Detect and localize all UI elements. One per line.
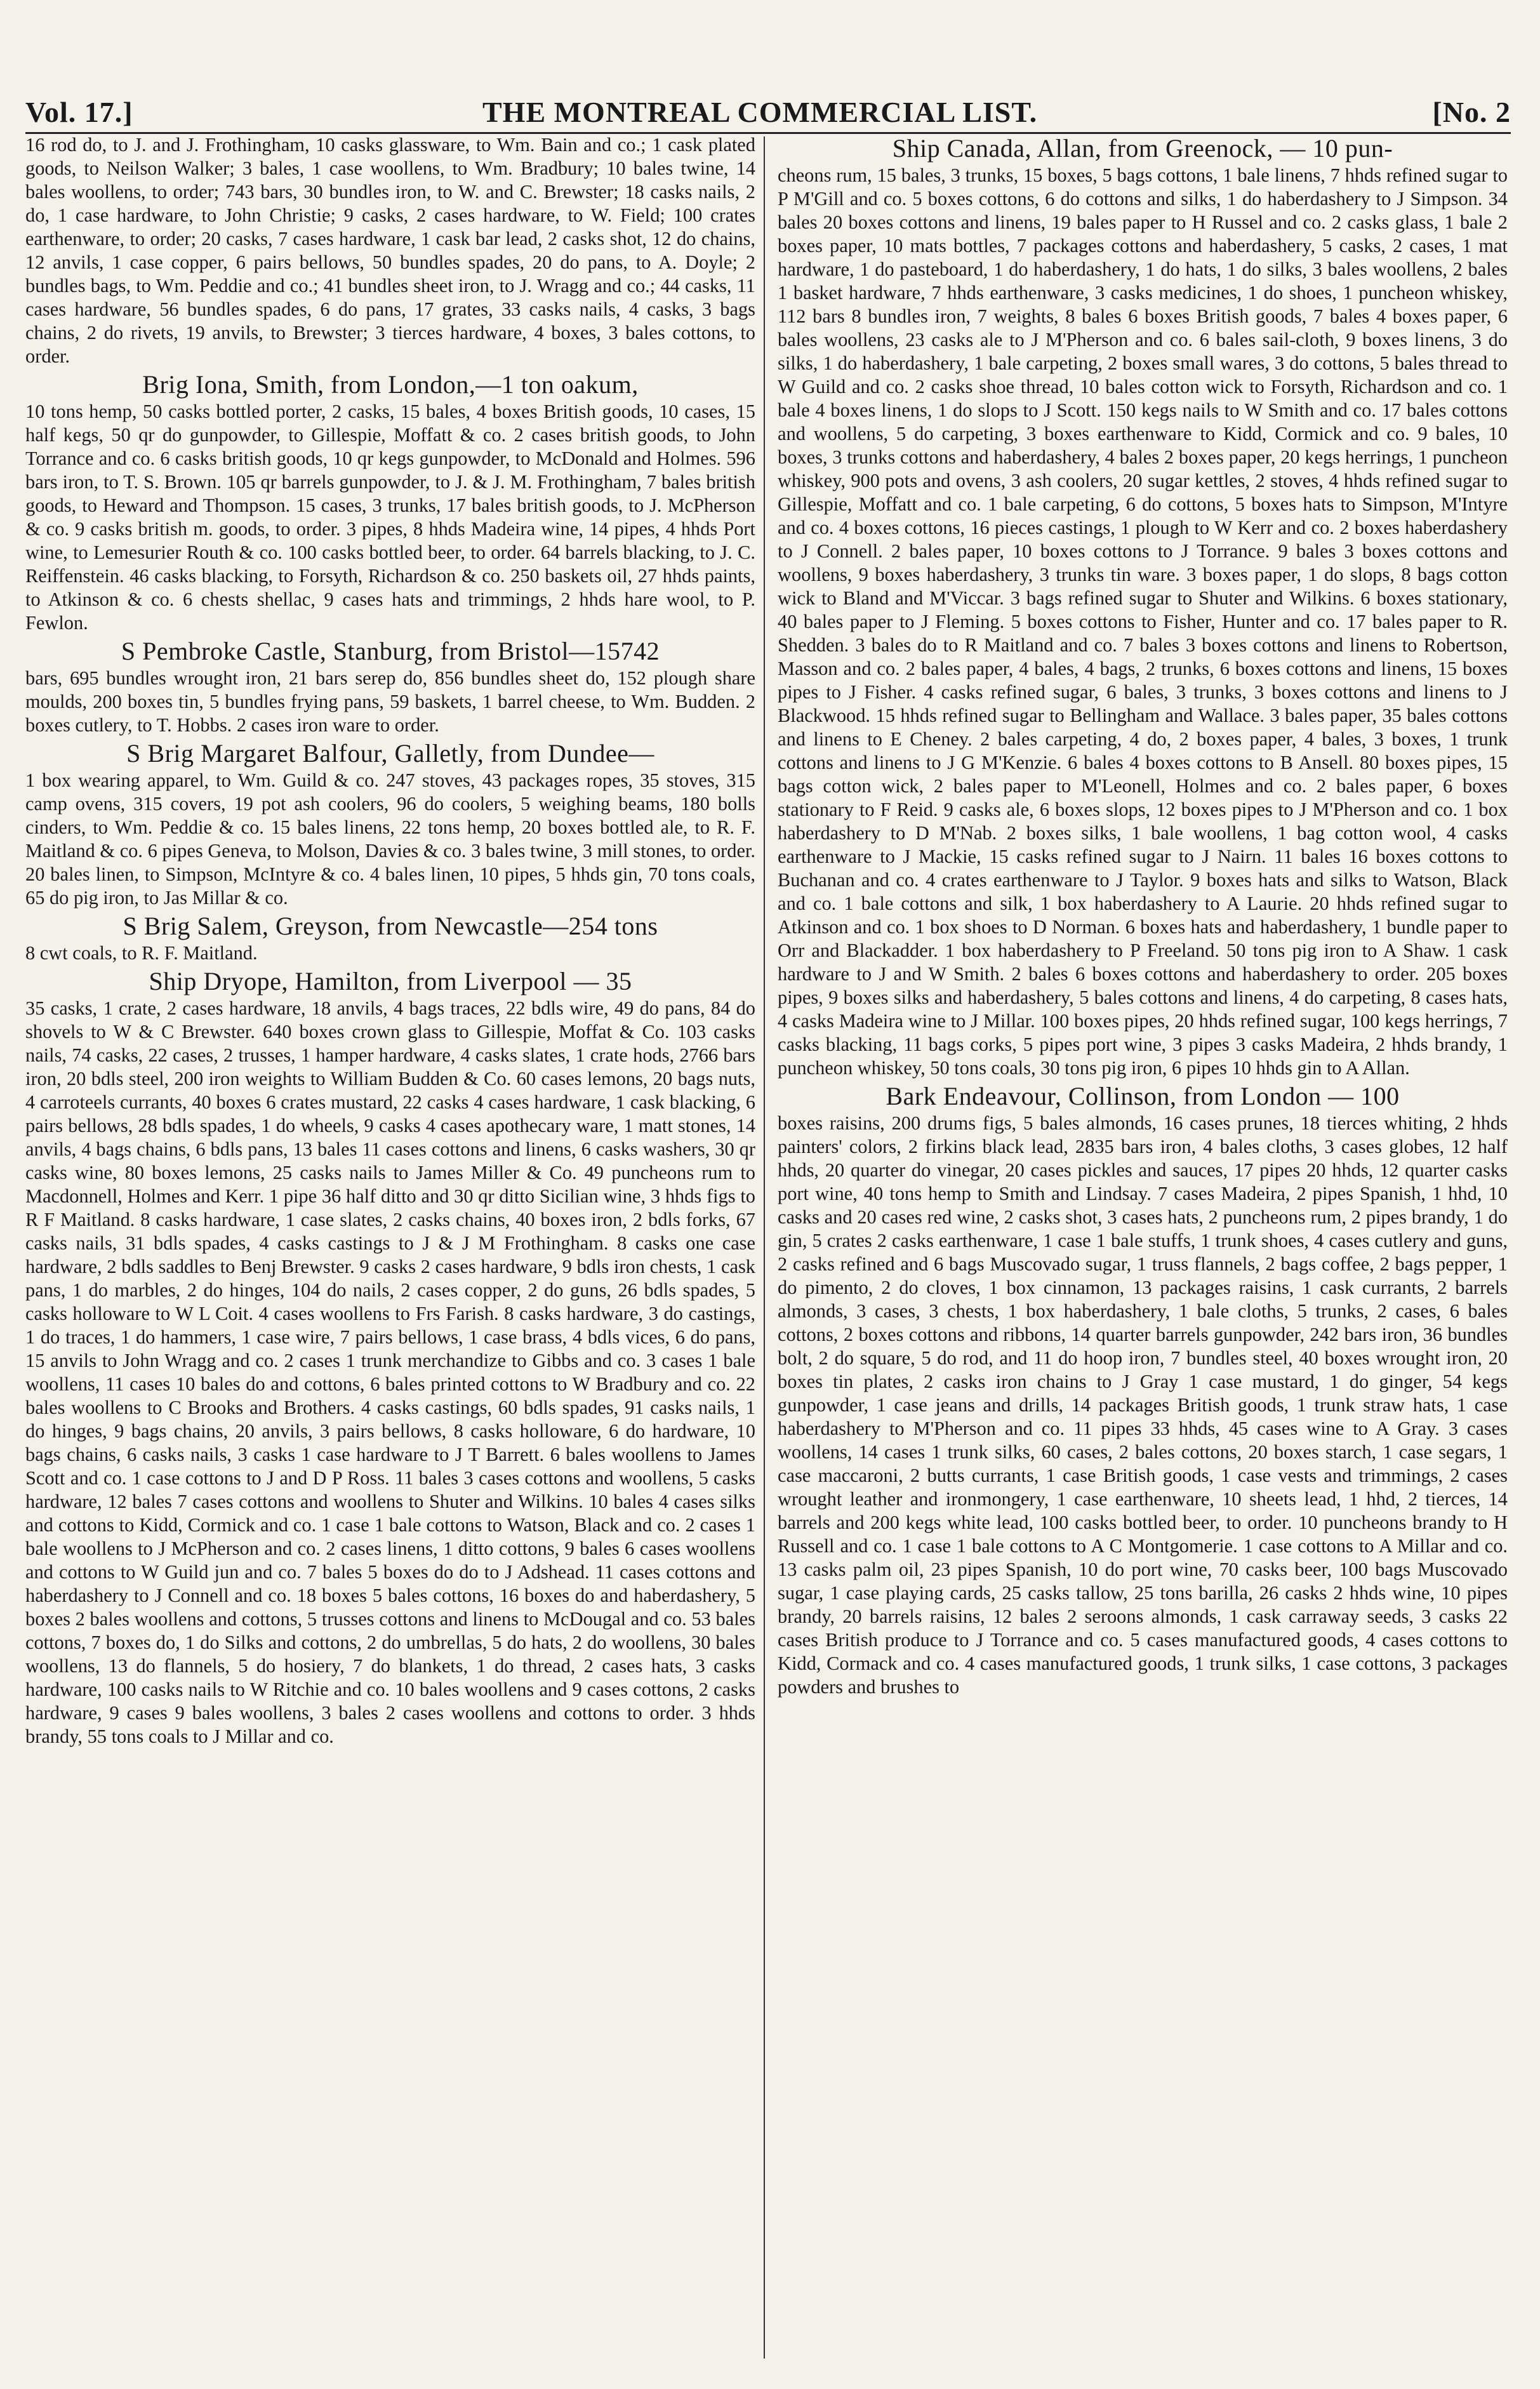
cargo-entry <box>25 738 755 910</box>
column-divider <box>764 136 765 2359</box>
entry-heading: S Pembroke Castle, Stanburg, from Bristol—15742 <box>121 637 660 665</box>
entry-heading: S Brig Salem, Greyson, from Newcastle—254 tons <box>123 912 658 940</box>
entry-body: 10 tons hemp, 50 casks bottled porter, 2 casks, 15 bales, 4 boxes British goods, 10 cases, 15 half kegs, 50 qr do gunpowder, to Gillespie, Moffatt & co. 2 cases british goods, to John Torrance and co. 6 casks british goods, 10 qr kegs gunpowder, to McDonald and Holmes. 596 bars iron, to T. S. Brown. 105 qr barrels gunpowder, to J. & J. M. Frothingham, 7 bales british goods, to Heward and Thompson. 15 cases, 3 trunks, 17 bales british goods, to J. McPherson & co. 9 casks british m. goods, to order. 3 pipes, 8 hhds Madeira wine, 14 pipes, 4 hhds Port wine, to Lemesurier Routh & co. 100 casks bottled beer, to order. 64 barrels blacking, to J. C. Reiffenstein. 46 casks blacking, to Forsyth, Richardson & co. 250 baskets oil, 27 hhds paints, to Atkinson & co. 6 chests shellac, 9 cases hats and trimmings, 2 hhds hare wool, to P. Fewlon. <box>25 401 755 634</box>
cargo-entry <box>25 369 755 635</box>
issue-number: [No. 2 <box>1432 96 1511 128</box>
entry-body: 35 casks, 1 crate, 2 cases hardware, 18 anvils, 4 bags traces, 22 bdls wire, 49 do pans, 84 do shovels to W & C Brewster. 640 boxes crown glass to Gillespie, Moffat & Co. 103 casks nails, 74 casks, 22 cases, 2 trusses, 1 hamper hardware, 4 casks slates, 1 crate hods, 2766 bars iron, 20 bdls steel, 200 iron weights to William Budden & Co. 60 cases lemons, 20 bags nuts, 4 carroteels currants, 40 boxes 6 crates mustard, 22 casks 4 cases hardware, 1 cask blacking, 6 pairs bellows, 28 bdls spades, 1 do wheels, 9 casks 4 cases apothecary ware, 1 matt stones, 14 anvils, 4 bags chains, 6 bdls pans, 13 bales 11 cases cottons and linens, 6 casks washers, 30 qr casks wine, 80 boxes lemons, 25 casks nails to James Miller & Co. 49 puncheons rum to Macdonnell, Holmes and Kerr. 1 pipe 36 half ditto and 30 qr ditto Sicilian wine, 3 hhds figs to R F Maitland. 8 casks hardware, 1 case slates, 2 casks chains, 40 boxes iron, 2 bdls forks, 67 casks nails, 31 bdls spades, 4 casks castings to J & J M Frothingham. 8 casks one case hardware, 2 bdls saddles to Benj Brewster. 9 casks 2 cases hardware, 9 bdls iron chests, 1 cask pans, 1 do marbles, 2 do hinges, 104 do nails, 2 cases copper, 2 do guns, 26 bdls spades, 5 casks holloware to W L Coit. 4 cases woollens to Frs Farish. 8 casks hardware, 3 do castings, 1 do traces, 1 do hammers, 1 case wire, 7 pairs bellows, 1 case brass, 4 bdls vices, 6 do pans, 15 anvils to John Wragg and co. 2 cases 1 trunk merchandize to Gibbs and co. 3 cases 1 bale woollens, 11 cases 10 bales do and cottons, 6 bales printed cottons to W Bradbury and co. 22 bales woollens to C Brooks and Brothers. 4 casks castings, 60 bdls spades, 91 casks nails, 1 do hinges, 9 bags chains, 20 anvils, 3 pairs bellows, 8 casks holloware, 6 do hardware, 10 bags chains, 6 casks nails, 3 casks 1 case hardware to J T Barrett. 6 bales woollens to James Scott and co. 1 case cottons to J and D P Ross. 11 bales 3 cases cottons and woollens, 5 casks hardware, 12 bales 7 cases cottons and woollens to Shuter and Wilkins. 10 bales 4 cases silks and cottons to Kidd, Cormick and co. 1 case 1 bale cottons to Watson, Black and co. 2 cases 1 bale woollens to J McPherson and co. 2 cases linens, 1 ditto cottons, 9 bales 6 cases woollens and cottons to W Guild jun and co. 7 bales 5 boxes do do to J Adshead. 11 cases cottons and haberdashery to J Connell and co. 18 boxes 5 bales cottons, 16 boxes do and haberdashery, 5 boxes 2 bales woollens and cottons, 5 trusses cottons and linens to McDougal and co. 53 bales cottons, 7 boxes do, 1 do Silks and cottons, 2 do umbrellas, 5 do hats, 2 do woollens, 30 bales woollens, 13 do flannels, 5 do hosiery, 7 do blankets, 1 do thread, 2 cases hats, 3 casks hardware, 100 casks nails to W Ritchie and co. 10 bales woollens and 9 cases cottons, 2 casks hardware, 9 cases 9 bales woollens, 3 bales 2 cases woollens and cottons to order. 3 hhds brandy, 55 tons coals to J Millar and co. <box>25 997 755 1747</box>
cargo-entry <box>25 133 755 368</box>
entry-heading: Ship Dryope, Hamilton, from Liverpool — 35 <box>149 967 632 995</box>
publication-title: THE MONTREAL COMMERCIAL LIST. <box>482 96 1038 128</box>
cargo-entry <box>778 133 1508 1080</box>
cargo-entry <box>25 911 755 965</box>
entry-body: cheons rum, 15 bales, 3 trunks, 15 boxes, 5 bags cottons, 1 bale linens, 7 hhds refined sugar to P M'Gill and co. 5 boxes cottons, 6 do cottons and silks, 1 do haberdashery to J Simpson. 34 bales 20 boxes cottons and linens, 19 bales paper to H Russel and co. 2 casks glass, 1 bale 2 boxes paper, 10 mats bottles, 7 packages cottons and haberdashery, 5 casks, 2 cases, 1 mat hardware, 1 do pasteboard, 1 do haberdashery, 1 do hats, 1 do silks, 3 bales woollens, 2 bales 1 basket hardware, 7 hhds earthenware, 3 casks medicines, 1 do shoes, 1 puncheon whiskey, 112 bars 8 bundles iron, 7 weights, 8 bales 6 boxes British goods, 7 bales 4 boxes paper, 6 bales woollens, 23 casks ale to J M'Pherson and co. 6 bales sail-cloth, 9 boxes linens, 3 do silks, 1 do haberdashery, 1 bale carpeting, 2 boxes small wares, 3 do cottons, 5 bales thread to W Guild and co. 2 casks shoe thread, 10 bales cotton wick to Forsyth, Richardson and co. 1 bale 4 boxes linens, 1 do slops to J Scott. 150 kegs nails to W Smith and co. 17 bales cottons and woollens, 5 do carpeting, 3 boxes earthenware to Kidd, Cormick and co. 9 bales, 10 boxes, 3 trunks cottons and haberdashery, 4 bales 2 boxes paper, 20 kegs herrings, 1 puncheon whiskey, 900 pots and ovens, 3 ash coolers, 20 sugar kettles, 2 stoves, 4 hhds refined sugar to Gillespie, Moffatt and co. 1 bale carpeting, 6 do cottons, 5 boxes hats to Simpson, M'Intyre and co. 4 boxes cottons, 16 pieces castings, 1 plough to W Kerr and co. 2 boxes haberdashery to J Connell. 2 bales paper, 10 boxes cottons to J Torrance. 9 bales 3 boxes cottons and woollens, 9 boxes haberdashery, 3 trunks tin ware. 3 boxes paper, 1 do slops, 8 bags cotton wick to Bland and M'Viccar. 3 bags refined sugar to Shuter and Wilkins. 6 boxes stationary, 40 bales paper to J Fleming. 5 boxes cottons to Fisher, Hunter and co. 17 bales paper to R. Shedden. 3 bales do to R Maitland and co. 7 bales 3 boxes cottons and linens to Robertson, Masson and co. 2 bales paper, 4 bales, 4 bags, 2 trunks, 6 boxes cottons and linens, 15 boxes pipes to J Fisher. 4 casks refined sugar, 6 bales, 3 trunks, 3 boxes cottons and linens to J Blackwood. 15 hhds refined sugar to Bellingham and Wallace. 3 bales paper, 35 bales cottons and linens to E Cheney. 2 bales carpeting, 4 do, 2 boxes paper, 4 bales, 3 boxes, 1 trunk cottons and linens to J G M'Kenzie. 6 bales 4 boxes cottons to B Ansell. 80 boxes pipes, 15 bags cotton wick, 2 bales paper to M'Leonell, Holmes and co. 2 bales paper, 6 boxes stationary to F Reid. 9 casks ale, 6 boxes slops, 12 boxes pipes to J M'Pherson and co. 1 box haberdashery to D M'Nab. 2 boxes silks, 1 bale woollens, 1 bag cotton wool, 4 casks earthenware to J Mackie, 15 casks refined sugar to J Nairn. 11 bales 16 boxes cottons to Buchanan and co. 4 crates earthenware to J Taylor. 9 boxes hats and silks to Watson, Black and co. 1 bale cottons and silk, 1 box haberdashery to A Laurie. 20 hhds refined sugar to Atkinson and co. 1 box shoes to D Norman. 6 boxes hats and haberdashery, 1 bundle paper to Orr and Blackadder. 1 box haberdashery to P Freeland. 50 tons pig iron to A Shaw. 1 cask hardware to J and W Smith. 2 bales 6 boxes cottons and haberdashery to order. 205 boxes pipes, 9 boxes silks and haberdashery, 5 bales cottons and linens, 4 do carpeting, 8 cases hats, 4 casks Madeira wine to J Millar. 100 boxes pipes, 20 hhds refined sugar, 100 kegs herrings, 7 casks blacking, 11 bags corks, 5 pipes port wine, 3 pipes 3 casks Madeira, 2 hhds brandy, 1 puncheon whiskey, 50 tons coals, 30 tons pig iron, 6 pipes 10 hhds gin to A Allan. <box>778 164 1508 1079</box>
page-header <box>25 95 1511 133</box>
cargo-entry <box>25 636 755 737</box>
entry-body: 16 rod do, to J. and J. Frothingham, 10 casks glassware, to Wm. Bain and co.; 1 cask plated goods, to Neilson Walker; 3 bales, 1 case woollens, to Wm. Bradbury; 10 bales twine, 14 bales woollens, to order; 743 bars, 30 bundles iron, to W. and C. Brewster; 18 casks nails, 2 do, 1 case hardware, to John Christie; 9 casks, 2 cases hardware, to W. Field; 100 crates earthenware, to order; 20 casks, 7 cases hardware, 1 cask bar lead, 2 casks shot, 12 do chains, 12 anvils, 1 case copper, 6 pairs bellows, 50 bundles spades, 20 do pans, to A. Doyle; 2 bundles bags, to Wm. Peddie and co.; 41 bundles sheet iron, to J. Wragg and co.; 44 casks, 11 cases hardware, 56 bundles spades, 6 do pans, 17 grates, 33 casks nails, 4 casks, 3 bags chains, 2 do rivets, 19 anvils, to Brewster; 3 tierces hardware, 4 boxes, 3 bales cottons, to order. <box>25 134 755 367</box>
entry-body: bars, 695 bundles wrought iron, 21 bars serep do, 856 bundles sheet do, 152 plough share moulds, 200 boxes tin, 5 bundles frying pans, 59 baskets, 1 barrel cheese, to Wm. Budden. 2 boxes cutlery, to T. Hobbs. 2 cases iron ware to order. <box>25 667 755 736</box>
entry-heading: Brig Iona, Smith, from London,—1 ton oakum, <box>142 370 639 399</box>
entry-heading: Ship Canada, Allan, from Greenock, — 10 pun- <box>892 134 1393 163</box>
entry-body: boxes raisins, 200 drums figs, 5 bales almonds, 16 cases prunes, 18 tierces whiting, 2 hhds painters' colors, 2 firkins black lead, 2835 bars iron, 4 bales cloths, 3 cases globes, 12 half hhds, 20 quarter do vinegar, 20 cases pickles and sauces, 17 pipes 20 hhds, 12 quarter casks port wine, 40 tons hemp to Smith and Lindsay. 7 cases Madeira, 2 pipes Spanish, 1 hhd, 10 casks and 20 cases red wine, 2 casks shot, 3 cases hats, 2 puncheons rum, 2 pipes brandy, 1 do gin, 5 crates 2 casks earthenware, 1 case 1 bale stuffs, 1 trunk shoes, 4 cases cutlery and guns, 2 casks refined and 6 bags Muscovado sugar, 1 truss flannels, 2 bags coffee, 2 bags pepper, 1 do pimento, 2 do cloves, 1 box cinnamon, 13 packages raisins, 1 cask currants, 2 barrels almonds, 3 cases, 3 chests, 1 box haberdashery, 1 bale cloths, 5 trunks, 2 cases, 6 bales cottons, 2 boxes cottons and ribbons, 14 quarter barrels gunpowder, 242 bars iron, 36 bundles bolt, 2 do square, 5 do rod, and 11 do hoop iron, 7 bundles steel, 40 boxes wrought iron, 20 boxes tin plates, 2 casks iron chains to J Gray 1 case mustard, 1 do ginger, 54 kegs gunpowder, 1 case jeans and drills, 14 packages British goods, 1 trunk straw hats, 1 case haberdashery to M'Pherson and co. 11 pipes 33 hhds, 45 cases wine to A Gray. 3 cases woollens, 14 cases 1 trunk silks, 60 cases, 2 bales cottons, 20 boxes starch, 1 case segars, 1 case maccaroni, 2 butts currants, 1 case British goods, 1 case vests and trimmings, 2 cases wrought leather and ironmongery, 1 case earthenware, 10 sheets lead, 1 hhd, 2 tierces, 14 barrels and 200 kegs white lead, 100 casks bottled beer, to order. 10 puncheons brandy to H Russell and co. 1 case 1 bale cottons to A C Montgomerie. 1 case cottons to A Millar and co. 13 casks palm oil, 23 pipes Spanish, 10 do port wine, 70 casks beer, 100 bags Muscovado sugar, 1 case playing cards, 25 casks tallow, 25 tons barilla, 26 casks 2 hhds wine, 10 pipes brandy, 20 barrels raisins, 12 bales 2 seroons almonds, 1 cask carraway seeds, 3 casks 22 cases British produce to J Torrance and co. 5 cases manufactured goods, 4 cases cottons to Kidd, Cormack and co. 4 cases manufactured goods, 1 trunk silks, 1 case cottons, 3 packages powders and brushes to <box>778 1112 1508 1698</box>
left-column <box>25 133 755 1750</box>
cargo-entry <box>25 966 755 1748</box>
volume-label: Vol. 17.] <box>25 96 133 128</box>
entry-heading: S Brig Margaret Balfour, Galletly, from Dundee— <box>126 739 654 768</box>
entry-body: 1 box wearing apparel, to Wm. Guild & co. 247 stoves, 43 packages ropes, 35 stoves, 315 camp ovens, 315 covers, 19 pot ash coolers, 96 do coolers, 5 weighing beams, 180 bolls cinders, to Wm. Peddie & co. 15 bales linens, 22 tons hemp, 20 boxes bottled ale, to R. F. Maitland & co. 6 pipes Geneva, to Molson, Davies & co. 3 bales twine, 3 mill stones, to order. 20 bales linen, to Simpson, McIntyre & co. 4 bales linen, 10 pipes, 5 hhds gin, 70 tons coals, 65 do pig iron, to Jas Millar & co. <box>25 769 755 908</box>
entry-body: 8 cwt coals, to R. F. Maitland. <box>25 942 258 964</box>
entry-heading: Bark Endeavour, Collinson, from London — 100 <box>886 1082 1400 1110</box>
cargo-entry <box>778 1081 1508 1699</box>
right-column <box>778 133 1508 1700</box>
